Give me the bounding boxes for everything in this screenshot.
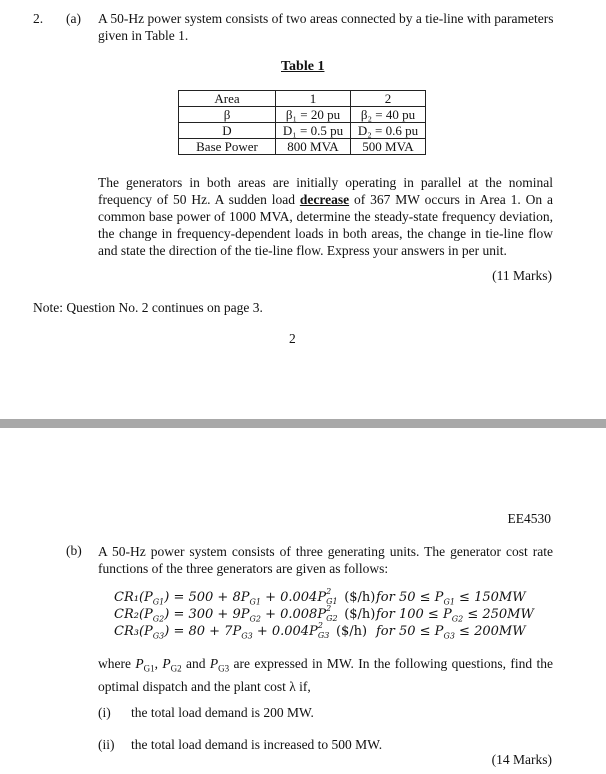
problem-text-end: of 367 MW occurs in Area 1. On a common base power of 1000 MVA, determine the steady-state frequency deviation, the change in frequency-dependent loads in both areas, the change in tie-line flow and state the direction of the tie-line flow. Express your answers in per unit. [98,192,553,258]
equation-text: ) = 500 + 8P [164,590,250,605]
item-i-text: the total load demand is 200 MW. [131,705,314,720]
equation-text: CR₁(P [114,590,153,605]
equation-text: ≤ 250MW [463,607,534,622]
table-cell: D [179,123,276,139]
table-cell: β₂ = 40 pu [351,107,426,123]
part-a-intro-line1: A 50-Hz power system consists of two areas connected by a tie-line with parameters [98,11,554,26]
part-a-label: (a) [66,11,81,26]
equation-subscript: G1 [443,597,455,607]
cost-equation-3 [114,620,554,641]
equation-expression [114,620,368,641]
part-a-marks: (11 Marks) [492,268,552,283]
part-a-problem-text [98,174,553,259]
parameter-table [178,90,426,155]
equation-expression [114,586,376,607]
table-row [179,123,426,139]
equation-expression [114,603,376,624]
item-i-label: (i) [98,705,111,720]
table-cell: 1 [276,91,351,107]
equation-supsub [317,620,332,640]
equation-text: CR₂(P [114,607,153,622]
equation-subscript: G3 [317,630,330,640]
table-title: Table 1 [281,59,325,74]
continuation-note: Note: Question No. 2 continues on page 3. [33,300,263,315]
equation-subscript: G3 [241,631,253,641]
where-text-part: , [154,656,163,671]
question-number: 2. [33,11,44,26]
page-gap [0,428,606,448]
table-cell: Base Power [179,139,276,155]
equation-text: ≤ 200MW [454,624,526,639]
cost-equation-2 [114,603,554,624]
variable: P [209,656,219,671]
table-cell: D₂ = 0.6 pu [351,123,426,139]
equation-subscript: G2 [326,613,338,623]
equation-subscript: G3 [443,631,455,641]
where-text-part: and [181,656,210,671]
equation-text: CR₃(P [114,624,153,639]
page-number: 2 [289,331,296,346]
table-cell: D₁ = 0.5 pu [276,123,351,139]
table-row [179,107,426,123]
equation-text: for 100 ≤ P [376,607,452,622]
equation-text: + 0.008P [260,607,327,622]
item-ii-text: the total load demand is increased to 500 MW. [131,737,383,752]
part-b-where-text [98,655,553,695]
equation-range [376,607,534,624]
table-cell: 800 MVA [276,139,351,155]
equation-subscript: G1 [152,597,165,607]
table-cell: Area [179,91,276,107]
table-cell: β₁ = 20 pu [276,107,351,123]
page-separator [0,419,606,428]
equation-subscript: G3 [152,631,165,641]
equation-text: ) = 300 + 9P [164,607,250,622]
equation-subscript: G1 [249,597,261,607]
variable: P [162,656,171,671]
part-b-marks: (14 Marks) [491,752,552,767]
equation-text: ) = 80 + 7P [164,624,242,639]
equation-text: for 50 ≤ P [376,590,444,605]
equation-unit: ($/h) [340,607,376,622]
equation-text: + 0.004P [260,590,327,605]
equation-text: + 0.004P [252,624,318,639]
table-cell: 500 MVA [351,139,426,155]
equation-superscript: 2 [326,586,332,596]
variable: P [135,656,144,671]
item-ii-label: (ii) [98,737,115,752]
table-row [179,139,426,155]
equation-range [376,590,526,607]
variable-subscript: G1 [143,663,155,674]
variable-subscript: G3 [218,663,230,674]
equation-unit: ($/h) [340,590,376,605]
equation-superscript: 2 [326,603,332,613]
course-code-header: EE4530 [507,511,551,526]
equation-subscript: G2 [451,614,464,624]
table-cell: β [179,107,276,123]
table-header-row [179,91,426,107]
equation-unit: ($/h) [331,624,368,639]
problem-text-start: The generators in both areas are initially operating in parallel at the nominal frequency of 50 Hz. A sudden load [98,175,553,207]
cost-equations [114,586,554,641]
equation-text: ≤ 150MW [454,590,526,605]
equation-subscript: G2 [152,614,165,624]
cost-equation-1 [114,586,554,607]
equation-subscript: G1 [326,596,338,606]
emphasized-word: decrease [299,192,350,207]
part-a-intro-line2: given in Table 1. [98,28,189,43]
table-cell: 2 [351,91,426,107]
equation-text: for 50 ≤ P [376,624,444,639]
equation-superscript: 2 [317,620,323,630]
variable-subscript: G2 [170,663,182,674]
equation-supsub [326,603,340,623]
equation-supsub [326,586,340,606]
equation-range [376,624,526,641]
equation-subscript: G2 [249,614,261,624]
part-b-label: (b) [66,543,82,558]
where-text-part: where [98,656,136,671]
where-text-part: are expressed in MW. In the following questions, find the optimal dispatch and the plant cost λ if, [98,656,553,694]
part-b-intro: A 50-Hz power system consists of three generating units. The generator cost rate functions of the three generators are given as follows: [98,544,553,576]
